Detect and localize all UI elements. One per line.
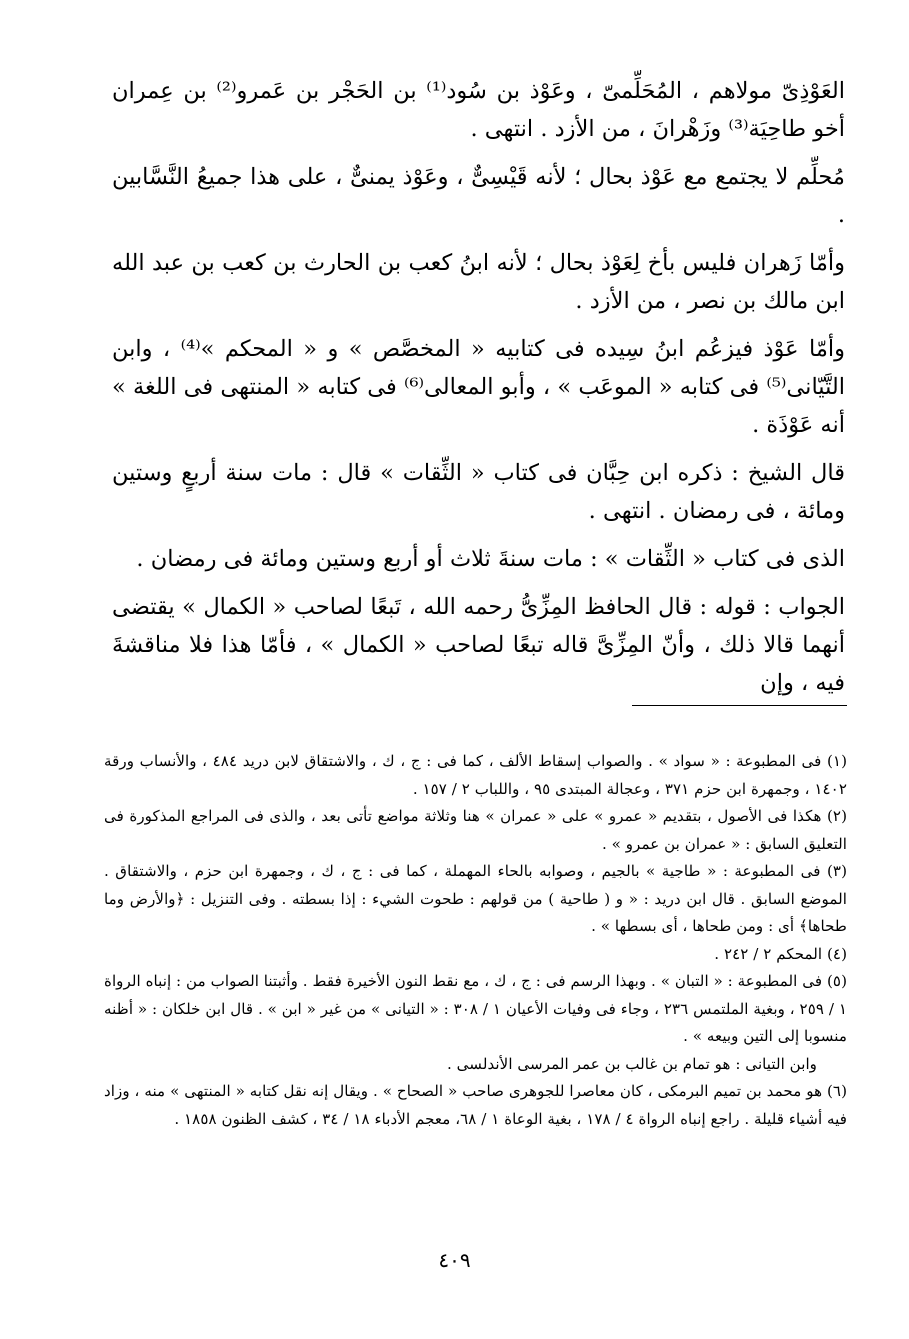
footnote-2: (٢) هكذا فى الأصول ، بتقديم « عمرو » على « عمران » هنا وثلاثة مواضع تأتى بعد ، والذى فى المراجع المذكورة فى التعليق السابق : « عمران بن عمرو » . — [104, 807, 847, 853]
page-number: ٤٠٩ — [438, 1248, 471, 1272]
main-text — [112, 72, 845, 712]
footnote-5: (٥) فى المطبوعة : « التبان » . وبهذا الرسم فى : ج ، ك ، مع نقط النون الأخيرة فقط . وأثبتنا الصواب من : إنباه الرواة ١ / ٢٥٩ ، وبغية الملتمس ٢٣٦ ، وجاء فى وفيات الأعيان ١ / ٣٠٨ : « التيانى » من غير « ابن » . قال ابن خلكان : « أظنه منسوبا إلى التين وبيعه » . — [104, 972, 847, 1045]
paragraph-2: مُحلِّم لا يجتمع مع عَوْذ بحال ؛ لأنه قَيْسِىٌّ ، وعَوْذ يمنىٌّ ، على هذا جميعُ النَّسَّابين . — [112, 164, 845, 228]
footnote-6: (٦) هو محمد بن تميم البرمكى ، كان معاصرا للجوهرى صاحب « الصحاح » . ويقال إنه نقل كتابه « المنتهى » منه ، وزاد فيه أشياء قليلة . راجع إنباه الرواة ٤ / ١٧٨ ، بغية الوعاة ١ / ٦٨، معجم الأدباء ١٨ / ٣٤ ، كشف الظنون ١٨٥٨ . — [104, 1082, 847, 1128]
paragraph-4: وأمّا عَوْذ فيزعُم ابنُ سِيده فى كتابيه « المخصَّص » و « المحكم »⁽⁴⁾ ، وابن التَّيّانى⁽⁵⁾ فى كتابه « الموعَب » ، وأبو المعالى⁽⁶⁾ فى كتابه « المنتهى فى اللغة » أنه عَوْذَة . — [112, 336, 846, 438]
footnote-1: (١) فى المطبوعة : « سواد » . والصواب إسقاط الألف ، كما فى : ج ، ك ، والاشتقاق لابن دريد ٤٨٤ ، والأنساب ورقة ١٤٠٢ ، وجمهرة ابن حزم ٣٧١ ، وعجالة المبتدى ٩٥ ، واللباب ٢ / ١٥٧ . — [104, 752, 847, 798]
paragraph-7: الجواب : قوله : قال الحافظ المِزِّىُّ رحمه الله ، تَبعًا لصاحب « الكمال » يقتضى أنهما قالا ذلك ، وأنّ المِزِّىَّ قاله تبعًا لصاحب « الكمال » ، فأمّا هذا فلا مناقشةَ فيه ، وإن — [112, 594, 845, 696]
paragraph-1: العَوْذِىّ مولاهم ، المُحَلِّمىّ ، وعَوْذ بن سُود⁽¹⁾ بن الحَجْر بن عَمرو⁽²⁾ بن عِمران أخو طاحِيَة⁽³⁾ وزَهْرانَ ، من الأزد . انتهى . — [112, 78, 845, 142]
paragraph-5: قال الشيخ : ذكره ابن حِبَّان فى كتاب « الثِّقات » قال : مات سنة أربعٍ وستين ومائة ، فى رمضان . انتهى . — [112, 460, 845, 524]
footnote-separator — [632, 705, 847, 706]
paragraph-3: وأمّا زَهران فليس بأخ لِعَوْذ بحال ؛ لأنه ابنُ كعب بن الحارث بن كعب بن عبد الله ابن مالك بن نصر ، من الأزد . — [112, 250, 845, 314]
paragraph-6: الذى فى كتاب « الثِّقات » : مات سنةَ ثلاث أو أربع وستين ومائة فى رمضان . — [136, 546, 845, 572]
footnote-5-continuation: وابن التيانى : هو تمام بن غالب بن عمر المرسى الأندلسى . — [446, 1054, 817, 1073]
footnote-3: (٣) فى المطبوعة : « طاجية » بالجيم ، وصوابه بالحاء المهملة ، كما فى : ج ، ك ، وجمهرة ابن حزم ، والاشتقاق . الموضع السابق . قال ابن دريد : « و ( طاحية ) من قولهم : طحوت الشيء : إذا بسطته . وفى التنزيل : ﴿والأرض وما طحاها﴾ أى : ومن طحاها ، أى بسطها » . — [104, 862, 847, 935]
footnotes — [104, 748, 847, 1133]
footnote-4: (٤) المحكم ٢ / ٢٤٢ . — [714, 944, 847, 963]
